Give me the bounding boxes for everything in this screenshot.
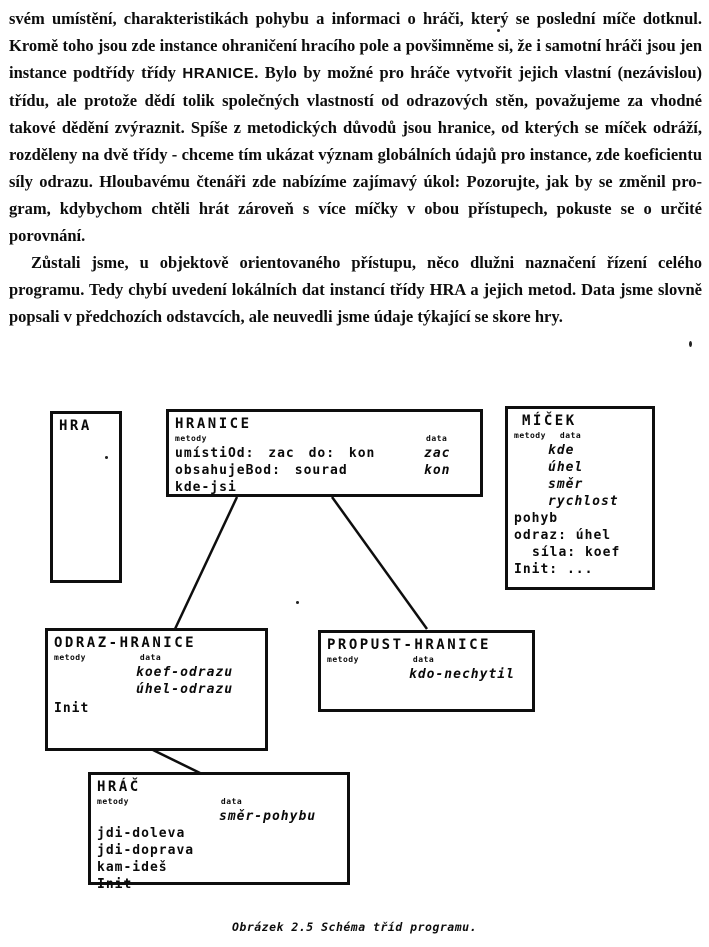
class-title-hrac: HRÁČ — [97, 779, 141, 795]
class-title-hranice: HRANICE — [175, 416, 252, 432]
data-field: úhel — [548, 460, 584, 475]
class-box-hranice — [166, 409, 483, 497]
data-label: data — [559, 431, 582, 440]
scan-speck — [296, 601, 299, 604]
class-box-odraz-hranice — [45, 628, 268, 751]
method-row — [169, 462, 480, 479]
class-title-micek: MÍČEK — [522, 413, 577, 429]
data-field: kdo-nechytil — [409, 667, 515, 682]
class-name-emphasis: HRANICE — [182, 65, 255, 82]
data-field: rychlost — [548, 494, 619, 509]
figure-caption-text: Schéma tříd programu. — [321, 920, 477, 934]
data-label: data — [220, 797, 243, 806]
data-field: zac — [424, 446, 451, 461]
connector-hranice-propust — [332, 497, 427, 629]
class-box-micek — [505, 406, 655, 590]
figure-caption-label: Obrázek 2.5 — [231, 920, 314, 934]
paragraph-1 — [9, 5, 702, 249]
class-diagram — [0, 400, 709, 947]
methods-label: metody — [327, 655, 359, 664]
methods-label: metody — [97, 797, 129, 806]
data-label: data — [426, 434, 448, 443]
class-box-hra — [50, 411, 122, 583]
paragraph-1-text: svém umístění, charakteristikách pohybu a informaci o hráči, který se poslední míče dotknul. Kromě toho jsou zde instance ohraničení hracího pole a povšimněme si, že i samotní hráči jsou jen instance podtřídy třídy — [9, 9, 702, 82]
method-name: umístiOd: zac do: kon — [175, 446, 376, 461]
method-name: Init — [54, 701, 90, 716]
scan-speck — [105, 456, 108, 459]
methods-label: metody — [514, 431, 546, 440]
data-field: kon — [424, 463, 451, 478]
class-box-hrac — [88, 772, 350, 892]
paragraph-1-text-cont: . Bylo by možné pro hráče vytvořit jejich vlastní (nezávislou) třídu, ale protože dědí tolik společných vlastností od odrazových stěn, považujeme za vhodné takové dědění zvýraznit. Spíše z metodických důvodů jsou hranice, od kterých se míček odráží, rozděleny na dvě třídy - chceme tím ukázat význam globálních údajů pro instance, zde koeficientu síly odrazu. Hloubavému čtenáři zde nabízíme zajímavý úkol: Pozorujte, jak by se změnil pro-gram, kdybychom chtěli hrát zároveň s více míčky v obou přístupech, pokuste se o určité porovnání. — [9, 63, 702, 245]
data-field: směr — [548, 477, 584, 492]
connector-hranice-odraz — [175, 497, 237, 629]
method-name: jdi-doprava — [97, 843, 195, 858]
method-name: kde-jsi — [175, 480, 237, 495]
class-title-hra: HRA — [59, 418, 92, 434]
method-name: jdi-doleva — [97, 826, 186, 841]
figure-caption — [0, 920, 709, 934]
class-title-propust-hranice: PROPUST-HRANICE — [327, 637, 491, 653]
method-name: pohyb — [514, 511, 559, 526]
class-title-odraz-hranice: ODRAZ-HRANICE — [54, 635, 197, 651]
scan-speck — [689, 341, 692, 347]
data-field: úhel-odrazu — [136, 682, 234, 697]
data-field: koef-odrazu — [136, 665, 234, 680]
method-name: obsahujeBod: sourad — [175, 463, 348, 478]
methods-label: metody — [54, 653, 86, 662]
data-field: kde — [548, 443, 575, 458]
methods-label: metody — [175, 434, 207, 443]
data-label: data — [412, 655, 435, 664]
data-field: směr-pohybu — [219, 809, 317, 824]
class-box-propust-hranice — [318, 630, 535, 712]
paragraph-2: Zůstali jsme, u objektově orientovaného přístupu, něco dlužni naznačení řízení celého programu. Tedy chybí uvedení lokálních dat instancí třídy HRA a jejich metod. Data jsme slovně popsali v předchozích odstavcích, ale neuvedli jsme údaje týkající se skore hry. — [9, 253, 702, 326]
method-name: síla: koef — [532, 545, 621, 560]
method-name: kam-ideš — [97, 860, 168, 875]
method-row — [169, 445, 480, 462]
method-name: odraz: úhel — [514, 528, 612, 543]
data-label: data — [139, 653, 162, 662]
connector-odraz-hrac — [153, 750, 200, 773]
method-name: Init — [97, 877, 133, 892]
method-name: Init: ... — [514, 562, 594, 577]
body-text — [9, 5, 702, 330]
method-row — [169, 479, 480, 496]
scan-speck — [497, 29, 500, 32]
